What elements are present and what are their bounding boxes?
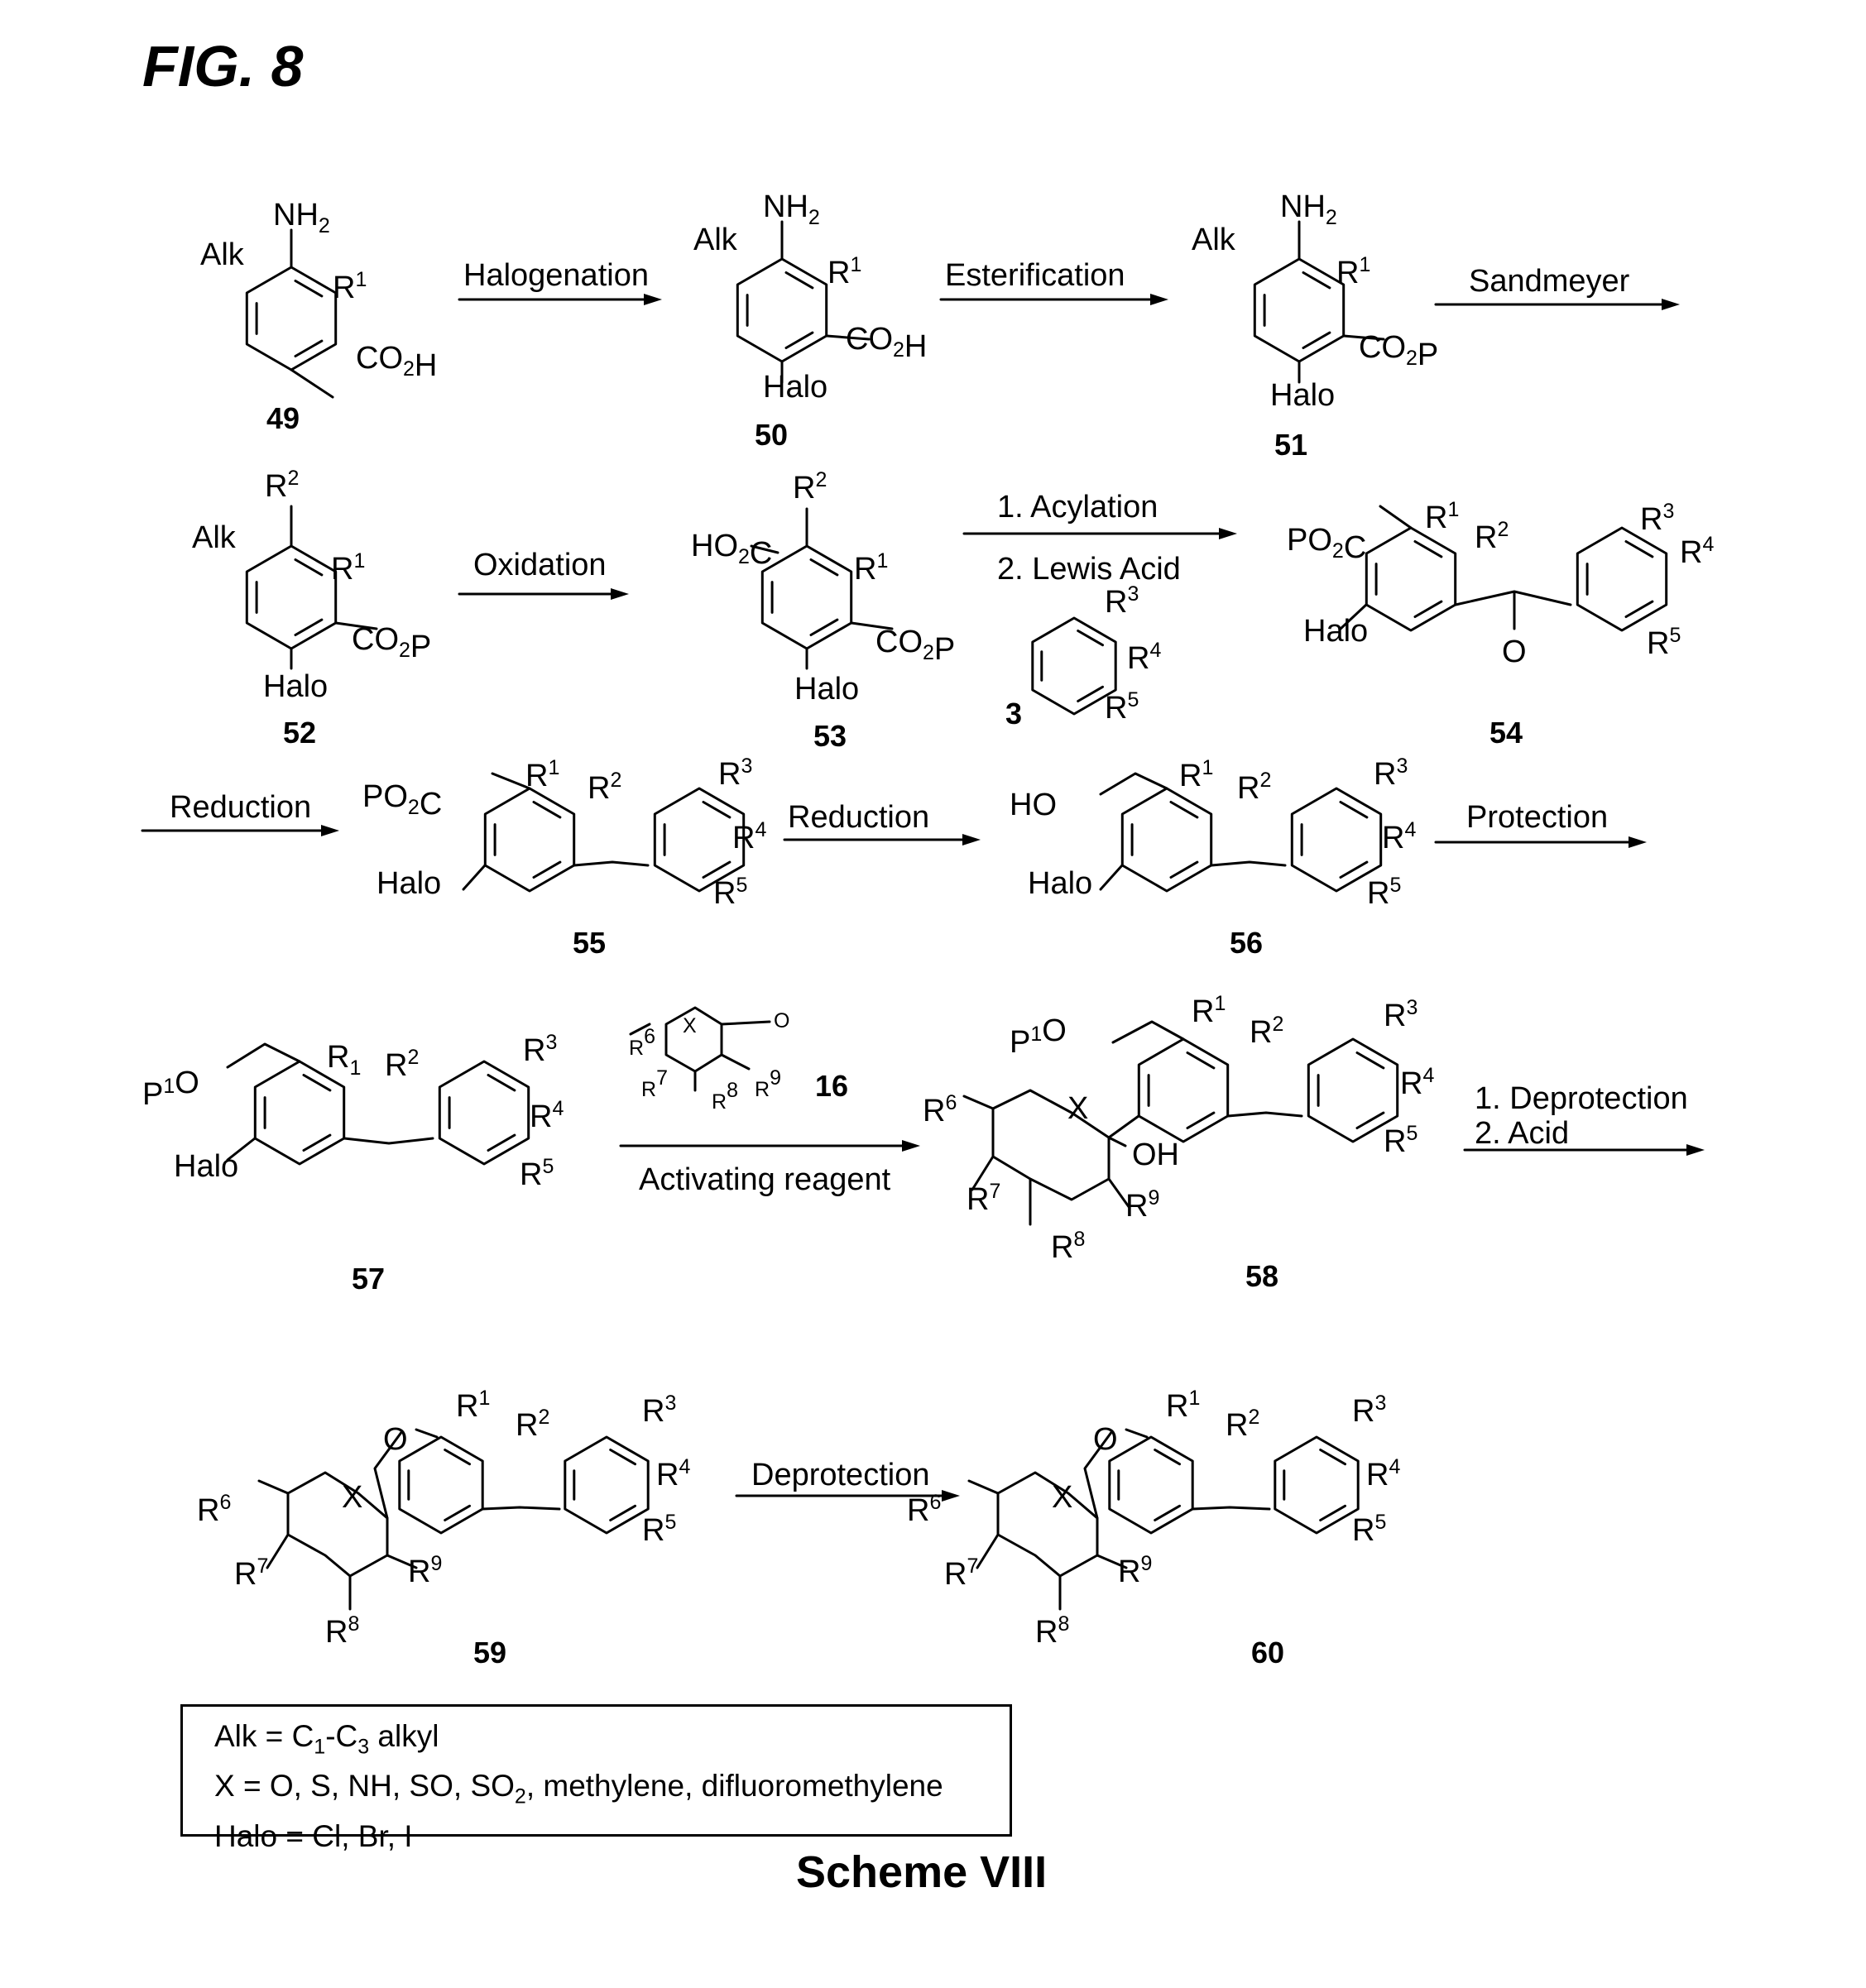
- arrow-reduction-1-head: [321, 825, 339, 836]
- ring-54a: [1366, 528, 1455, 630]
- ring-57b-double: [449, 1075, 515, 1151]
- label-r3-59: $R^3$: [642, 1392, 677, 1429]
- label-r9-59: $R^9$: [408, 1552, 443, 1589]
- ring-60b: [1275, 1437, 1358, 1533]
- label-nh2-51: $NH_2$: [1280, 189, 1337, 229]
- legend-x: X = O, S, NH, SO, $SO_2$, methylene, difluoromethylene: [214, 1769, 943, 1808]
- label-r1-52: $R^1$: [331, 549, 366, 587]
- compound-51: 51: [1274, 428, 1308, 462]
- label-r2-53: $R^2$: [793, 468, 827, 505]
- label-r4-58: $R^4$: [1400, 1064, 1435, 1101]
- label-r2-57: $R^2$: [385, 1046, 420, 1083]
- label-r6-16: R6: [629, 1025, 655, 1060]
- label-deprotection: Deprotection: [751, 1458, 930, 1492]
- label-r6-60: $R^6$: [907, 1491, 942, 1528]
- ring-56a-double: [1132, 802, 1197, 878]
- label-r1-59: $R^1$: [456, 1387, 491, 1424]
- label-r5-59: $R^5$: [642, 1511, 677, 1548]
- arrow-esterification-head: [1150, 294, 1168, 305]
- label-r2-59: $R^2$: [516, 1406, 550, 1443]
- label-co2h-50: $CO_2H$: [846, 322, 928, 364]
- label-acylation: 1. Acylation: [997, 490, 1158, 525]
- ring-55b-double: [664, 802, 730, 878]
- compound-53: 53: [813, 719, 847, 753]
- compound-50: 50: [755, 418, 789, 452]
- label-r7-16: R7: [641, 1066, 668, 1101]
- ring-59a-double: [409, 1450, 470, 1521]
- label-acid-step: 2. Acid: [1475, 1116, 1570, 1151]
- label-r3-60: $R^3$: [1352, 1392, 1387, 1429]
- ring-51-double: [1264, 273, 1330, 348]
- ring-54b: [1577, 528, 1666, 630]
- compound-56: 56: [1230, 926, 1264, 960]
- label-co2p-52: $CO_2P$: [352, 622, 432, 664]
- ring-59b: [565, 1437, 648, 1533]
- label-r9-58: $R^9$: [1125, 1186, 1160, 1224]
- label-po2c-55: $PO_2C$: [362, 779, 443, 822]
- label-halogenation: Halogenation: [463, 258, 649, 293]
- ring-60b-double: [1284, 1450, 1346, 1521]
- label-r1-60: $R^1$: [1166, 1387, 1201, 1424]
- ring-53: [762, 546, 851, 649]
- label-alk-49: Alk: [200, 237, 244, 272]
- compound-49: 49: [266, 401, 300, 435]
- label-r2-56: $R^2$: [1237, 769, 1272, 806]
- bonds-60-link: [1192, 1507, 1269, 1509]
- label-halo-50: Halo: [763, 370, 828, 405]
- ring-49: [247, 267, 335, 370]
- label-r1-49: $R^1$: [333, 268, 367, 305]
- ring-50: [737, 259, 826, 362]
- label-nh2-49: $NH_2$: [273, 198, 330, 237]
- ring-53-double: [772, 560, 837, 635]
- ring-56a: [1122, 788, 1211, 891]
- label-oh-58: OH: [1132, 1138, 1179, 1172]
- label-r1-56: $R^1$: [1179, 756, 1214, 793]
- label-alk-50: Alk: [693, 223, 737, 257]
- label-r5-54: $R^5$: [1647, 624, 1681, 661]
- ring-56b-double: [1302, 802, 1367, 878]
- label-r5-3: $R^5$: [1105, 688, 1139, 726]
- figure-label: FIG. 8: [142, 34, 304, 98]
- ring-49-double: [257, 281, 322, 357]
- arrow-acylation-head: [1219, 528, 1237, 539]
- label-r1-50: $R^1$: [827, 253, 862, 290]
- label-halo-51: Halo: [1270, 378, 1336, 413]
- compound-3: 3: [1005, 697, 1023, 731]
- label-r2-60: $R^2$: [1226, 1406, 1260, 1443]
- compound-52: 52: [283, 716, 317, 750]
- label-r4-54: $R^4$: [1680, 533, 1715, 570]
- ring-54b-double: [1587, 542, 1653, 617]
- label-halo-56: Halo: [1028, 866, 1093, 901]
- label-alk-51: Alk: [1192, 223, 1235, 257]
- legend-alk: Alk = $C_1-C_3$ alkyl: [214, 1719, 439, 1759]
- label-p1o-58: $P^1O$: [1010, 1013, 1067, 1060]
- ring-51: [1254, 259, 1343, 362]
- label-x-16: X: [683, 1014, 697, 1037]
- arrow-reduction-2-head: [962, 834, 981, 845]
- label-r2-54: $R^2$: [1475, 518, 1509, 555]
- ring-55a: [485, 788, 573, 891]
- label-r5-60: $R^5$: [1352, 1511, 1387, 1548]
- label-alk-52: Alk: [192, 520, 236, 555]
- compound-58: 58: [1245, 1259, 1279, 1293]
- scheme-title: Scheme VIII: [796, 1847, 1048, 1897]
- label-r4-3: $R^4$: [1127, 639, 1162, 676]
- label-activating: Activating reagent: [639, 1162, 891, 1197]
- label-o-60: O: [1093, 1422, 1118, 1457]
- compound-59: 59: [473, 1636, 507, 1669]
- compound-57: 57: [352, 1262, 386, 1296]
- ring-57a: [255, 1061, 343, 1164]
- label-r5-56: $R^5$: [1367, 874, 1402, 911]
- label-r8-16: R8: [712, 1079, 738, 1114]
- legend-halo: Halo = Cl, Br, I: [214, 1818, 413, 1853]
- label-r3-55: $R^3$: [718, 754, 753, 792]
- label-r1-54: $R^1$: [1425, 498, 1460, 535]
- label-co2h-49: $CO_2H$: [356, 341, 438, 383]
- arrow-oxidation-head: [611, 588, 629, 600]
- label-r8-58: $R^8$: [1051, 1228, 1086, 1265]
- label-o-16: O: [774, 1009, 790, 1032]
- label-halo-55: Halo: [377, 866, 442, 901]
- label-x-59: X: [342, 1480, 363, 1515]
- label-reduction-1: Reduction: [170, 790, 312, 825]
- label-r8-60: $R^8$: [1035, 1612, 1070, 1650]
- legend-box: [180, 1704, 1012, 1853]
- ring-60a-double: [1119, 1450, 1180, 1521]
- ring-52-double: [257, 560, 322, 635]
- arrow-deprotection-acid-head: [1686, 1144, 1705, 1156]
- arrow-activating-head: [902, 1140, 920, 1152]
- label-r8-59: $R^8$: [325, 1612, 360, 1650]
- label-r7-58: $R^7$: [967, 1180, 1001, 1217]
- label-r3-58: $R^3$: [1384, 996, 1418, 1033]
- label-r6-59: $R^6$: [197, 1491, 232, 1528]
- compound-16: 16: [815, 1069, 849, 1103]
- ring-3-double: [1042, 631, 1103, 702]
- label-r1-53: $R^1$: [854, 549, 889, 587]
- label-o-59: O: [383, 1422, 408, 1457]
- compound-54: 54: [1489, 716, 1523, 750]
- label-r9-16: R9: [755, 1066, 781, 1101]
- label-sandmeyer: Sandmeyer: [1469, 264, 1630, 299]
- ring-52: [247, 546, 335, 649]
- label-nh2-50: $NH_2$: [763, 189, 820, 229]
- label-r5-55: $R^5$: [713, 874, 748, 911]
- label-halo-54: Halo: [1303, 614, 1369, 649]
- label-lewis-acid: 2. Lewis Acid: [997, 552, 1181, 587]
- label-r4-55: $R^4$: [732, 818, 767, 855]
- label-r4-56: $R^4$: [1382, 818, 1417, 855]
- label-ho-56: HO: [1010, 788, 1057, 822]
- label-ho2c-53: $HO_2C$: [691, 529, 773, 571]
- ring-58a: [1139, 1039, 1227, 1142]
- ring-55a-double: [495, 802, 560, 878]
- label-r4-57: $R^4$: [530, 1097, 564, 1134]
- label-r3-56: $R^3$: [1374, 754, 1408, 792]
- label-r3-3: $R^3$: [1105, 582, 1139, 620]
- label-x-60: X: [1052, 1480, 1073, 1515]
- label-r3-57: $R^3$: [523, 1031, 558, 1068]
- ring-57a-double: [265, 1075, 330, 1151]
- label-r4-60: $R^4$: [1366, 1455, 1401, 1492]
- label-r1-51: $R^1$: [1336, 253, 1371, 290]
- ring-59a: [400, 1437, 482, 1533]
- label-o-54: O: [1502, 635, 1527, 669]
- compound-60: 60: [1251, 1636, 1285, 1669]
- arrow-halogenation-head: [644, 294, 662, 305]
- label-esterification: Esterification: [945, 258, 1125, 293]
- label-r3-54: $R^3$: [1640, 500, 1675, 537]
- label-protection: Protection: [1466, 800, 1609, 835]
- ring-54a-double: [1376, 542, 1441, 617]
- label-r2-58: $R^2$: [1250, 1013, 1284, 1050]
- bonds-60-pyran: [969, 1473, 1126, 1609]
- label-po2c-54: $PO_2C$: [1287, 523, 1367, 565]
- bonds-59-pyran: [259, 1473, 416, 1609]
- label-r4-59: $R^4$: [656, 1455, 691, 1492]
- ring-50-double: [747, 273, 813, 348]
- bonds-49: [291, 230, 333, 397]
- bonds-59-link: [482, 1507, 559, 1509]
- ring-59b-double: [574, 1450, 636, 1521]
- label-halo-52: Halo: [263, 669, 329, 704]
- label-r7-59: $R^7$: [234, 1554, 269, 1592]
- label-halo-57: Halo: [174, 1149, 239, 1184]
- ring-58b-double: [1318, 1053, 1384, 1128]
- compound-55: 55: [573, 926, 607, 960]
- label-r2-52: $R^2$: [265, 467, 300, 504]
- ring-60a: [1110, 1437, 1192, 1533]
- label-x-58: X: [1067, 1091, 1089, 1126]
- ring-58a-double: [1149, 1053, 1214, 1128]
- label-r9-60: $R^9$: [1118, 1552, 1153, 1589]
- label-r1-58: $R^1$: [1192, 992, 1226, 1029]
- label-r1-55: $R^1$: [525, 756, 560, 793]
- ring-3: [1033, 618, 1115, 714]
- label-p1o-57: $P^1O$: [142, 1066, 199, 1112]
- label-oxidation: Oxidation: [473, 548, 607, 582]
- arrow-sandmeyer-head: [1662, 299, 1680, 310]
- label-r6-58: $R^6$: [923, 1091, 957, 1128]
- arrow-deprotection-head: [942, 1490, 960, 1502]
- label-deprotection-step: 1. Deprotection: [1475, 1081, 1688, 1116]
- label-r5-58: $R^5$: [1384, 1122, 1418, 1159]
- label-r1-57: $R_1$: [327, 1040, 362, 1080]
- label-co2p-53: $CO_2P$: [875, 625, 956, 667]
- label-halo-53: Halo: [794, 672, 860, 707]
- label-co2p-51: $CO_2P$: [1359, 330, 1439, 372]
- label-r7-60: $R^7$: [944, 1554, 979, 1592]
- label-r5-57: $R^5$: [520, 1155, 554, 1192]
- label-reduction-2: Reduction: [788, 800, 930, 835]
- arrow-protection-head: [1629, 836, 1647, 848]
- ring-57b: [439, 1061, 528, 1164]
- label-r2-55: $R^2$: [588, 769, 622, 806]
